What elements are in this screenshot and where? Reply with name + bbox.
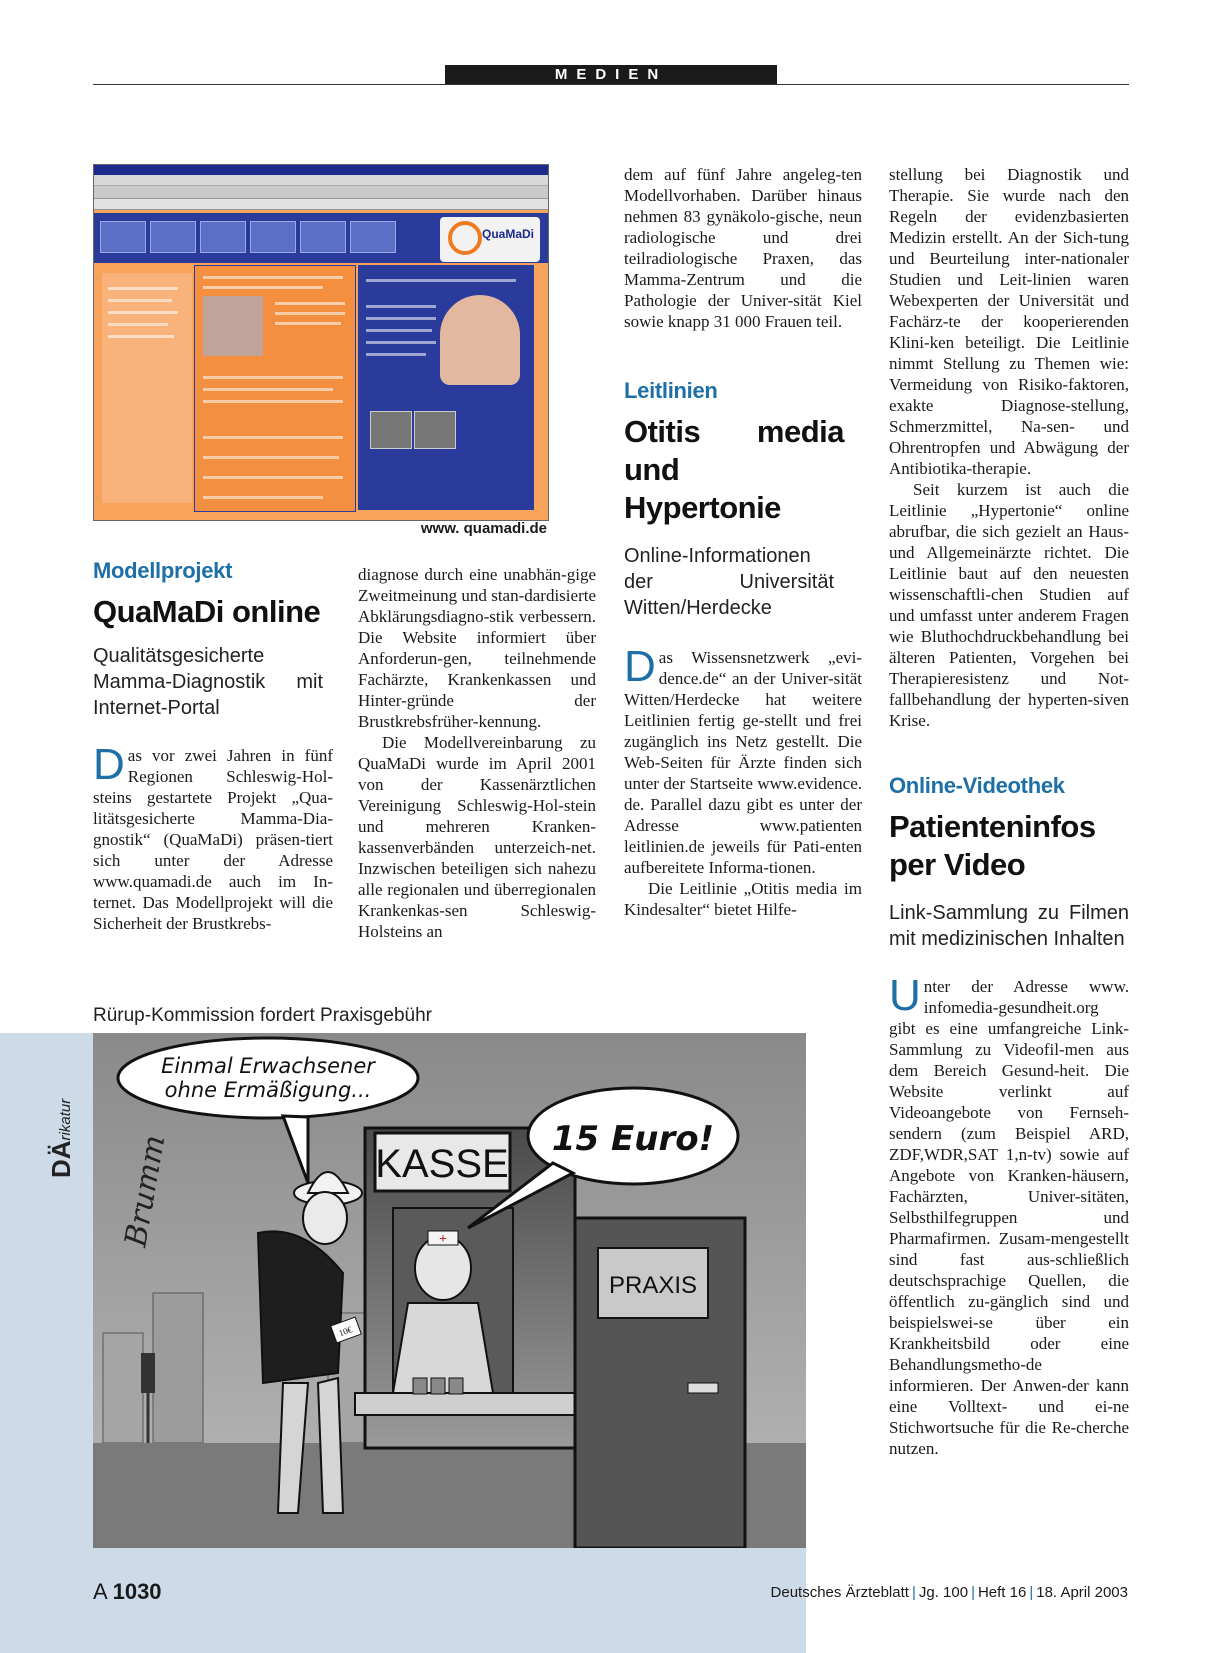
- site-nav-button: [150, 221, 196, 253]
- article2-body-p3: stellung bei Diagnostik und Therapie. Sie wurde nach den Regeln der evidenzbasierten Medizin erstellt. An der Sich-tung und Beurteilung inter-nationaler Studien und Leit-linien waren Webexperten der Universität und Fachärz-te der kooperierenden Klini-ken beteiligt. Die Leitlinie nimmt Stellung zu Themen wie: Vermeidung von Risiko-faktoren, exakte Diagnose-stellung, Schmerzmittel, Na-sen- und Ohrentropfen und Abwägung der Antibiotika-therapie.: [889, 165, 1129, 478]
- xray-thumbnail: [414, 411, 456, 449]
- site-right-pane: [358, 265, 534, 510]
- article2-headline: Otitis media und Hypertonie: [624, 414, 844, 525]
- cartoon-illustration: [93, 1033, 806, 1548]
- article1-column-2: [358, 564, 596, 942]
- kasse-sign: KASSE: [375, 1142, 509, 1186]
- praxis-sign: PRAXIS: [608, 1272, 698, 1299]
- article2-kicker: Leitlinien: [624, 378, 718, 403]
- header-rule: [93, 84, 1129, 85]
- article3-dropcap: U: [889, 971, 921, 1020]
- article1-body-p3: Die Modellvereinbarung zu QuaMaDi wurde im April 2001 von der Kassenärztlichen Vereinigung Schleswig-Hol-stein und mehreren Kranken-kassenverbänden unterzeich-net. Inzwischen beteiligen sich nahezu alle regionalen und überregionalen Krankenkas-sen Schleswig-Holsteins an: [358, 733, 596, 941]
- article3-headline: Patienteninfos per Video: [889, 809, 1096, 882]
- column-4: [889, 164, 1129, 1459]
- website-screenshot: [93, 164, 549, 521]
- speech-bubble-1-line1: Einmal Erwachsener: [161, 1054, 375, 1078]
- journal-footer: Deutsches Ärzteblatt | Jg. 100 | Heft 16 | 18. April 2003: [770, 1584, 1128, 1601]
- article2-dropcap: D: [624, 642, 656, 691]
- column-3: [624, 164, 862, 920]
- site-figure-photo: [440, 295, 520, 385]
- article1-deck: Qualitätsgesicherte Mamma-Diagnostik mit Internet-Portal: [93, 645, 323, 719]
- browser-menubar: [94, 175, 548, 186]
- site-nav-button: [300, 221, 346, 253]
- page-number: A 1030: [93, 1579, 162, 1604]
- browser-toolbar: [94, 186, 548, 199]
- speech-bubble-1-line2: ohne Ermäßigung...: [164, 1078, 372, 1102]
- article1-kicker: Modellprojekt: [93, 558, 233, 583]
- cartoon-side-label: DÄrikatur: [46, 1098, 76, 1178]
- article1-column-1: [93, 560, 333, 934]
- browser-address-bar: [94, 199, 548, 210]
- browser-titlebar: [94, 165, 548, 175]
- article1-body-p1: Das vor zwei Jahren in fünf Regionen Schleswig-Hol-steins gestartete Projekt „Qua-litätsgesicherte Mamma-Dia-gnostik“ (QuaMaDi) präsen-tiert sich unter der Adresse www.quamadi.de auch im In-ternet. Das Modellprojekt will die Sicherheit der Brustkrebs-: [93, 740, 333, 933]
- site-nav-button: [250, 221, 296, 253]
- screenshot-caption: www. quamadi.de: [420, 520, 547, 537]
- xray-thumbnail: [370, 411, 412, 449]
- article1-body-p4: dem auf fünf Jahre angeleg-ten Modellvorhaben. Darüber hinaus nehmen 83 gynäkolo-gische, neun radiologische und drei teilradiologische Praxen, das Mamma-Zentrum und die Pathologie der Univer-sität Kiel sowie knapp 31 000 Frauen teil.: [624, 165, 862, 331]
- logo-text: QuaMaDi: [481, 227, 534, 241]
- logo-q-mark: [448, 221, 482, 255]
- article1-headline: QuaMaDi online: [93, 594, 321, 629]
- quamadi-logo: [440, 217, 540, 262]
- article2-deck: Online-Informationen der Universität Witten/Herdecke: [624, 545, 834, 619]
- article2-body-p1: Das Wissensnetzwerk „evi-dence.de“ an der Univer-sität Witten/Herdecke hat weitere Leitlinien fertig ge-stellt und frei zugänglich ins Netz gestellt. Die Web-Seiten für Ärzte finden sich unter der Startseite www.evidence. de. Parallel dazu gibt es unter der Adresse www.patienten leitlinien.de jeweils für Pati-enten aufbereitete Informa-tionen.: [624, 642, 862, 877]
- site-nav-button: [100, 221, 146, 253]
- article3-kicker: Online-Videothek: [889, 773, 1065, 798]
- speech-bubble-2: 15 Euro!: [551, 1119, 715, 1159]
- section-header: MEDIEN: [445, 65, 777, 85]
- site-nav-button: [350, 221, 396, 253]
- artist-signature: Brumm: [118, 1132, 173, 1250]
- article3-deck: Link-Sammlung zu Filmen mit medizinischen Inhalten: [889, 902, 1129, 950]
- article1-dropcap: D: [93, 740, 125, 789]
- site-left-pane: [102, 273, 192, 503]
- article1-body-p2: diagnose durch eine unabhän-gige Zweitmeinung und stan-dardisierte Abklärungsdiagno-stik verbessern. Die Website informiert über Anforderun-gen, teilnehmende Fachärzte, Krankenkassen und Hinter-gründe der Brustkrebsfrüher-kennung.: [358, 565, 596, 731]
- cartoon-title: Rürup-Kommission fordert Praxisgebühr: [93, 1005, 432, 1026]
- article3-body-p1: Unter der Adresse www. infomedia-gesundheit.org gibt es eine umfangreiche Link-Sammlung zu Videofil-men aus dem Bereich Gesund-heit. Die Website verlinkt auf Videoangebote von Fernseh-sendern (zum Beispiel ARD, ZDF,WDR,SAT 1,n-tv) sowie auf Angebote von Kranken-häusern, Fachärzten, Univer-sitäten, Selbsthilfegruppen und Pharmafirmen. Zusam-mengestellt sind fast aus-schließlich deutschsprachige Quellen, die öffentlich zu-gänglich sind und beispielswei-se über ein Krankheitsbild oder eine Behandlungsmetho-de informieren. Der Anwen-der kann eine Volltext- und ei-ne Stichwortsuche für die Re-cherche nutzen.: [889, 971, 1129, 1458]
- site-photo: [203, 296, 263, 356]
- site-center-pane: [194, 265, 356, 512]
- svg-text:+: +: [439, 1232, 447, 1247]
- article2-body-p4: Seit kurzem ist auch die Leitlinie „Hypertonie“ online abrufbar, die sich gezielt an Haus- und Allgemeinärzte richtet. Die Leitlinie baut auf den neuesten wissenschaftli-chen Studien auf und umfasst unter anderem Fragen wie Bluthochdruckbehandlung bei älteren Patienten, Vorgehen bei Therapieresistenz und Not-fallbehandlung der hyperten-siven Krise.: [889, 480, 1129, 730]
- banknote: 10€: [337, 1324, 354, 1339]
- site-nav-button: [200, 221, 246, 253]
- article2-body-p2: Die Leitlinie „Otitis media im Kindesalter“ bietet Hilfe-: [624, 879, 862, 919]
